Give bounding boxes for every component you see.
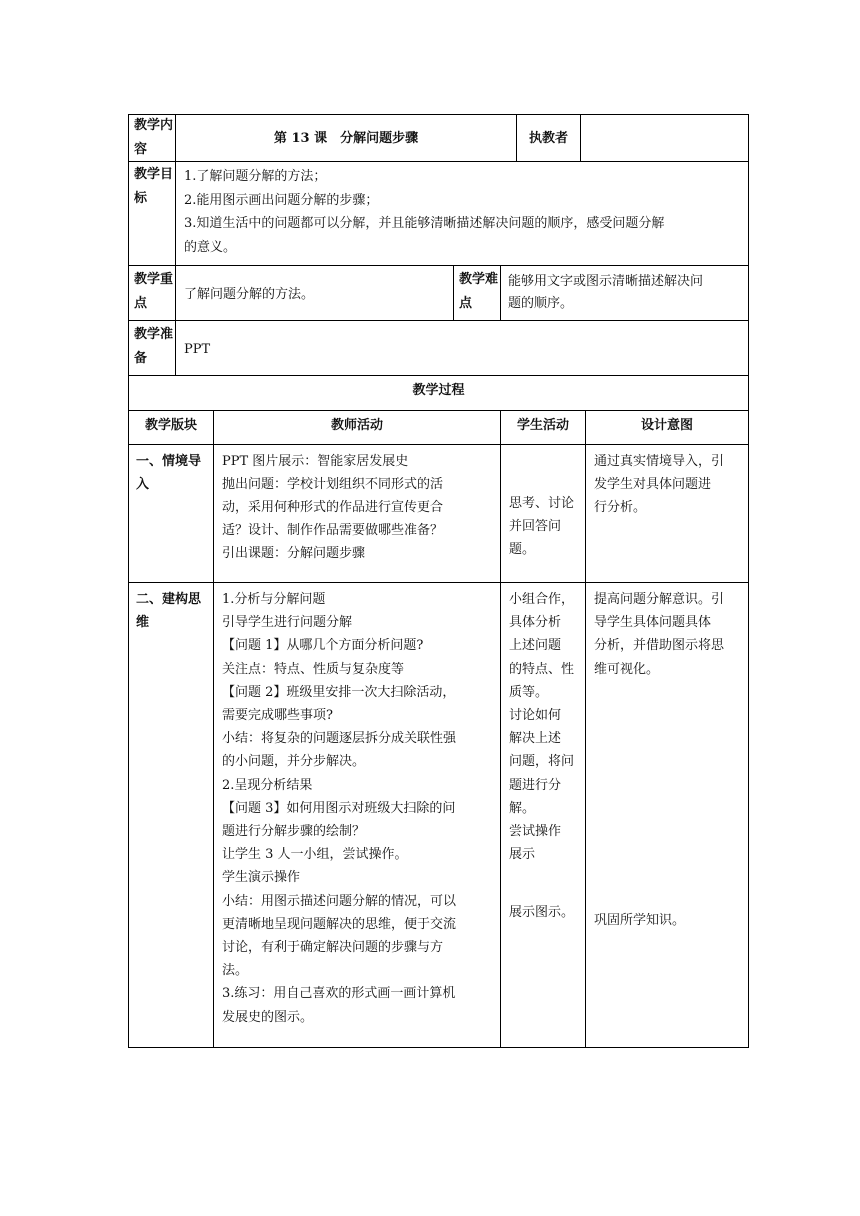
teacher-line: 小结：用图示描述问题分解的情况，可以 bbox=[222, 893, 457, 909]
preparation-label bbox=[134, 323, 174, 371]
section1-teacher bbox=[222, 450, 498, 565]
teacher-line: PPT 图片展示：智能家居发展史 bbox=[222, 454, 409, 469]
teacher-line: 引出课题：分解问题步骤 bbox=[222, 546, 366, 561]
objectives-list bbox=[184, 165, 746, 259]
teacher-label-text: 执教者 bbox=[528, 131, 568, 146]
student-line: 解决上述 bbox=[509, 731, 562, 747]
teacher-line: 法。 bbox=[222, 963, 249, 979]
student-line: 小组合作， bbox=[509, 592, 575, 607]
col-border bbox=[128, 114, 129, 1048]
difficulty-line: 能够用文字或图示清晰描述解决问 bbox=[508, 274, 704, 289]
section1-intent bbox=[594, 450, 748, 519]
row-border bbox=[128, 1047, 749, 1048]
teacher-line: 抛出问题：学校计划组织不同形式的活 bbox=[222, 477, 444, 492]
student-line: 上述问题 bbox=[509, 638, 562, 654]
section2-teacher bbox=[222, 588, 498, 1029]
header-intent-text: 设计意图 bbox=[640, 418, 693, 433]
content-label-text: 教学内容 bbox=[134, 118, 174, 157]
teacher-line: 题进行分解步骤的绘制？ bbox=[222, 824, 366, 840]
teacher-line: 适？设计、制作作品需要做哪些准备？ bbox=[222, 523, 444, 538]
lesson-title bbox=[176, 128, 516, 150]
student-line: 问题，将问 bbox=[509, 754, 575, 770]
col-border bbox=[500, 410, 501, 1048]
col-border bbox=[500, 265, 501, 321]
student-line: 讨论如何 bbox=[509, 708, 562, 724]
header-block-text: 教学版块 bbox=[144, 418, 197, 433]
teacher-line: 发展史的图示。 bbox=[222, 1009, 314, 1025]
col-border bbox=[453, 265, 454, 321]
preparation-value bbox=[184, 339, 484, 361]
teacher-line: 【问题 3】如何用图示对班级大扫除的问 bbox=[222, 800, 456, 816]
row-border bbox=[128, 444, 749, 445]
section2-intent bbox=[594, 588, 748, 681]
teacher-label bbox=[517, 128, 580, 150]
student-line: 题。 bbox=[509, 542, 536, 557]
content-label bbox=[134, 114, 174, 162]
difficulty-label bbox=[459, 268, 499, 316]
section2-intent-extra bbox=[594, 910, 748, 932]
objective-item: 1.了解问题分解的方法； bbox=[184, 169, 327, 184]
teacher-line: 2.呈现分析结果 bbox=[222, 777, 313, 793]
objective-item: 2.能用图示画出问题分解的步骤； bbox=[184, 192, 379, 208]
difficulty-value bbox=[508, 271, 746, 315]
section2-student-extra bbox=[509, 902, 585, 924]
key-points-label-text: 教学重点 bbox=[134, 272, 174, 311]
col-border bbox=[213, 410, 214, 1048]
process-title-text: 教学过程 bbox=[412, 383, 465, 398]
section1-block-text: 一、情境导入 bbox=[136, 454, 202, 492]
col-border bbox=[748, 114, 749, 1048]
objective-item: 3.知道生活中的问题都可以分解，并且能够清晰描述解决问题的顺序，感受问题分解 bbox=[184, 216, 665, 231]
teacher-line: 让学生 3 人一小组，尝试操作。 bbox=[222, 847, 408, 863]
student-line: 质等。 bbox=[509, 684, 549, 700]
section2-student bbox=[509, 588, 585, 866]
col-border bbox=[175, 114, 176, 376]
intent-line: 行分析。 bbox=[594, 500, 647, 515]
student-line: 解。 bbox=[509, 800, 536, 816]
row-border bbox=[128, 582, 749, 583]
section2-block bbox=[136, 588, 210, 634]
teacher-line: 讨论，有利于确定解决问题的步骤与方 bbox=[222, 940, 444, 956]
intent-line: 发学生对具体问题进 bbox=[594, 477, 712, 492]
objectives-label bbox=[134, 163, 174, 211]
row-border bbox=[128, 265, 749, 266]
row-border bbox=[128, 410, 749, 411]
lesson-title-text: 第 13 课 分解问题步骤 bbox=[273, 131, 419, 146]
teacher-line: 的小问题，并分步解决。 bbox=[222, 754, 366, 770]
col-border bbox=[580, 114, 581, 162]
key-points-label bbox=[134, 268, 174, 316]
teacher-line: 更清晰地呈现问题解决的思维，便于交流 bbox=[222, 916, 457, 932]
student-line: 具体分析 bbox=[509, 615, 562, 631]
teacher-line: 关注点：特点、性质与复杂度等 bbox=[222, 661, 405, 677]
header-teacher-text: 教师活动 bbox=[330, 418, 383, 433]
intent-line: 分析，并借助图示将思 bbox=[594, 638, 725, 654]
intent-line: 巩固所学知识。 bbox=[594, 913, 686, 928]
header-student bbox=[501, 415, 585, 437]
student-line: 题进行分 bbox=[509, 777, 562, 793]
teacher-line: 引导学生进行问题分解 bbox=[222, 615, 353, 631]
intent-line: 维可视化。 bbox=[594, 661, 660, 677]
student-line: 尝试操作 bbox=[509, 824, 562, 840]
teacher-line: 需要完成哪些事项? bbox=[222, 708, 333, 724]
section1-student bbox=[509, 492, 585, 561]
intent-line: 通过真实情境导入，引 bbox=[594, 454, 725, 469]
objective-item: 的意义。 bbox=[184, 239, 237, 255]
header-block bbox=[128, 415, 214, 437]
process-title bbox=[128, 380, 749, 402]
intent-line: 提高问题分解意识。引 bbox=[594, 592, 725, 607]
section1-block bbox=[136, 450, 210, 496]
difficulty-line: 题的顺序。 bbox=[508, 296, 574, 311]
header-intent bbox=[586, 415, 748, 437]
preparation-value-text: PPT bbox=[184, 342, 211, 357]
student-line: 展示 bbox=[509, 847, 536, 863]
key-points-value-text: 了解问题分解的方法。 bbox=[184, 287, 315, 302]
col-border bbox=[585, 410, 586, 1048]
objectives-label-text: 教学目标 bbox=[134, 167, 174, 206]
row-border bbox=[128, 161, 749, 162]
student-line: 思考、讨论 bbox=[509, 496, 575, 511]
key-points-value bbox=[184, 284, 449, 306]
teacher-line: 【问题 1】从哪几个方面分析问题? bbox=[222, 638, 424, 654]
teacher-line: 3.练习：用自己喜欢的形式画一画计算机 bbox=[222, 986, 456, 1002]
row-border bbox=[128, 375, 749, 376]
teacher-line: 动，采用何种形式的作品进行宣传更合 bbox=[222, 500, 444, 515]
row-border bbox=[128, 114, 749, 115]
student-line: 展示图示。 bbox=[509, 905, 575, 920]
student-line: 并回答问 bbox=[509, 519, 562, 534]
header-teacher bbox=[214, 415, 500, 437]
teacher-line: 学生演示操作 bbox=[222, 870, 301, 886]
teacher-line: 【问题 2】班级里安排一次大扫除活动， bbox=[222, 684, 456, 700]
preparation-label-text: 教学准备 bbox=[134, 327, 174, 366]
row-border bbox=[128, 320, 749, 321]
header-student-text: 学生活动 bbox=[516, 418, 569, 433]
teacher-line: 1.分析与分解问题 bbox=[222, 592, 326, 607]
section2-block-text: 二、建构思维 bbox=[136, 592, 202, 630]
student-line: 的特点、性 bbox=[509, 661, 575, 677]
intent-line: 导学生具体问题具体 bbox=[594, 615, 712, 631]
difficulty-label-text: 教学难点 bbox=[459, 272, 499, 311]
teacher-line: 小结：将复杂的问题逐层拆分成关联性强 bbox=[222, 731, 457, 747]
